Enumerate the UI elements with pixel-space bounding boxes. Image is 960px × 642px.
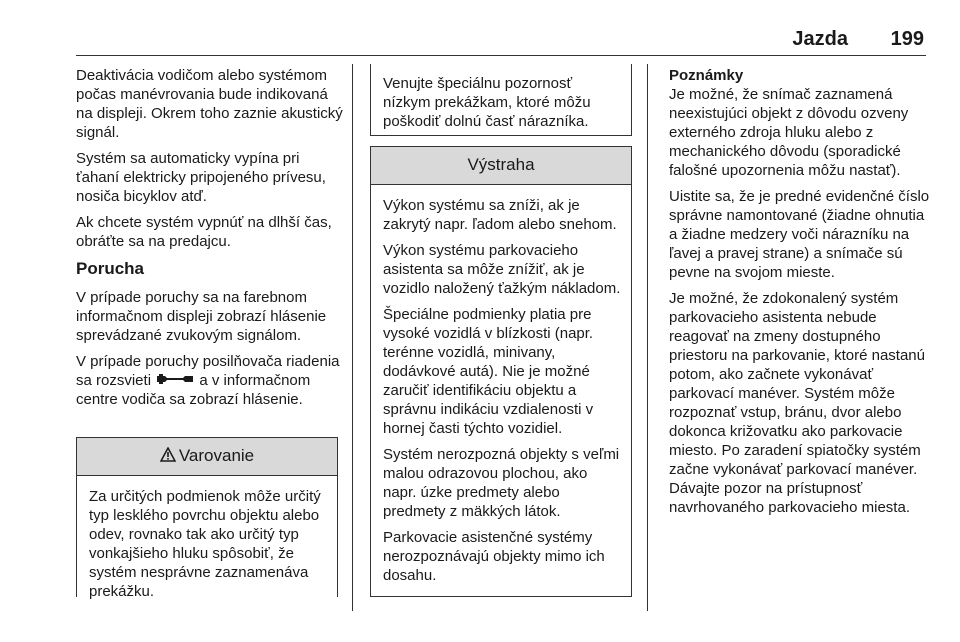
warning-text: Za určitých podmienok môže určitý typ lesklého povrchu objektu alebo odev, rovnako tak ako určitý typ vonkajšieho hluku spôsobiť, že systém nesprávne zaznamenáva prekážku. (89, 488, 321, 600)
paragraph-license-plate: Uistite sa, že je predné evidenčné číslo správne namontované (žiadne ohnutia a žiadne medzery voči nárazníku na ľavej a pravej strane) a snímače sú pevne na svojom mieste. (669, 188, 930, 281)
vystraha-header (371, 147, 631, 185)
paragraph-deactivation: Deaktivácia vodičom alebo systémom počas manévrovania bude indikovaná na displeji. Okrem toho zaznie akustický signál. (76, 67, 343, 141)
note-text: Je možné, že snímač zaznamená neexistujúci objekt z dôvodu ozveny externého zdroja hluku alebo z mechanického dôvodu (sporadické falošné upozornenia môžu nastať). (669, 86, 909, 179)
column-divider-2 (647, 64, 648, 611)
warning-title: Varovanie (178, 446, 255, 465)
warning-triangle-icon (160, 447, 176, 462)
heading-porucha: Porucha (76, 259, 145, 278)
section-title: Jazda (792, 28, 848, 50)
paragraph-steering-fault (76, 352, 346, 409)
steering-text-before: V prípade poruchy posilňovača riadenia sa rozsvieti (76, 353, 340, 389)
column-right (669, 66, 931, 524)
vystraha-p4: Systém nerozpozná objekty s veľmi malou odrazovou plochou, ako napr. úzke predmety alebo predmety z mäkkých látok. (383, 446, 620, 520)
column-left (76, 66, 346, 416)
vystraha-box (370, 146, 632, 597)
paragraph-parking-space: Je možné, že zdokonalený systém parkovacieho asistenta nebude reagovať na zmeny dostupného priestoru na parkovanie, ktoré nastanú potom, ako začnete vykonávať parkovací manéver. Systém môže rozpoznať vstup, bránu, dvor alebo dokonca križovatku ako parkovacie miesto. Po zaradení spiatočky systém začne vykonávať parkovací manéver. Dávajte pozor na prístupnosť navrhovaného parkovacieho miesta. (669, 290, 925, 516)
paragraph-dealer: Ak chcete systém vypnúť na dlhší čas, obráťte sa na predajcu. (76, 214, 332, 250)
caution-continued-box (370, 64, 632, 136)
vystraha-title: Výstraha (467, 155, 535, 174)
warning-box (76, 437, 338, 600)
caution-continued-text: Venujte špeciálnu pozornosť nízkym prekážkam, ktoré môžu poškodiť dolnú časť nárazníka. (383, 75, 591, 130)
vystraha-p2: Výkon systému parkovacieho asistenta sa môže znížiť, ak je vozidlo naložený ťažkým nákladom. (383, 242, 621, 297)
steering-warning-icon (155, 372, 195, 386)
vystraha-p3: Špeciálne podmienky platia pre vysoké vozidlá v blízkosti (napr. terénne vozidlá, minivany, dodávkové autá). Nie je možné zaručiť identifikáciu objektu a správnu indikáciu vzdialenosti v hornej časti týchto vozidiel. (383, 306, 594, 437)
paragraph-fault-display: V prípade poruchy sa na farebnom informačnom displeji zobrazí hlásenie sprevádzané zvukovým signálom. (76, 289, 327, 344)
vystraha-p1: Výkon systému sa zníži, ak je zakrytý napr. ľadom alebo snehom. (383, 197, 617, 233)
column-divider-1 (352, 64, 353, 611)
paragraph-auto-off: Systém sa automaticky vypína pri ťahaní elektricky pripojeného prívesu, nosiča bicyklov atď. (76, 150, 326, 205)
note-title: Poznámky (669, 67, 744, 84)
note-block (669, 66, 931, 180)
vystraha-p5: Parkovacie asistenčné systémy nerozpoznávajú objekty mimo ich dosahu. (383, 529, 605, 584)
steering-text-after: a v informačnom centre vodiča sa zobrazí hlásenie. (76, 372, 311, 408)
page-number: 199 (890, 28, 924, 50)
warning-box-header (77, 438, 337, 476)
header-rule (76, 55, 926, 56)
page-header (0, 28, 960, 56)
